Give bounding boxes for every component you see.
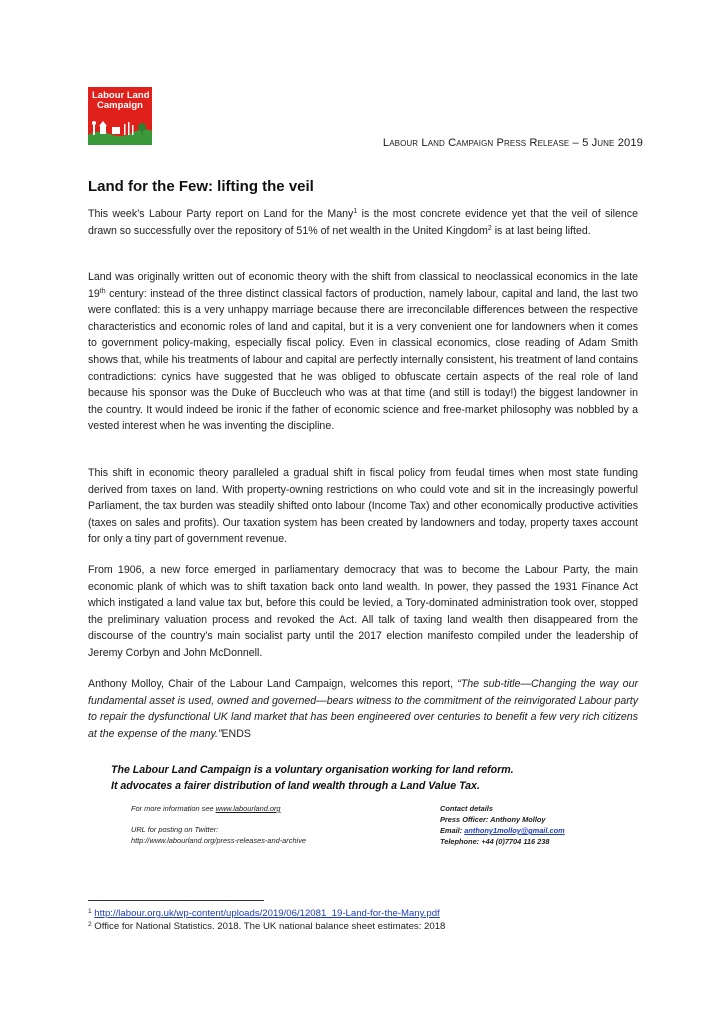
paragraph-5-quote: “The sub-title—Changing the way our fundamental asset is used, owned and governed—bears witness to the commitment of the reinvigorated Labour party to repair the dysfunctional UK land market that has been engineered over centuries to benefit a few very rich citizens at the expense of the many.” bbox=[88, 678, 638, 740]
boilerplate-line-1: The Labour Land Campaign is a voluntary organisation working for land reform. bbox=[111, 764, 514, 776]
paragraph-1 bbox=[88, 206, 638, 239]
paragraph-4 bbox=[88, 562, 638, 662]
logo-text bbox=[92, 91, 150, 111]
boilerplate-line-2: It advocates a fairer distribution of land wealth through a Land Value Tax. bbox=[111, 780, 480, 792]
more-info-label: For more information see bbox=[131, 804, 216, 813]
footnote-ref-1[interactable]: 1 bbox=[353, 208, 358, 215]
press-release-header: Labour Land Campaign Press Release – 5 June 2019 bbox=[382, 137, 643, 149]
paragraph-1-text-a: This week’s Labour Party report on Land for the Many bbox=[88, 208, 354, 220]
email-link[interactable]: anthony1molloy@gmail.com bbox=[464, 826, 565, 835]
ends-marker: ENDS bbox=[221, 727, 251, 740]
footnote-1-number: 1 bbox=[88, 908, 92, 915]
footnote-2-number: 2 bbox=[88, 921, 92, 928]
paragraph-2-text-b: century: instead of the three distinct classical factors of production, namely labour, capital and land, the last two were conflated: this is a very unhappy marriage because there are irreconcilable differences between the respective characteristics and economic roles of land and capital, but it is a very convenient one for landowners when it comes to government policy-making, especially fiscal policy. Even in classical economics, close reading of Adam Smith shows that, while his treatments of labour and capital are perfectly internally consistent, his treatment of land contains contradictions: cynics have suggested that he was obliged to obfuscate certain aspects of the real role of land because his sponsor was the Duke of Buccleuch who was at that time (and still is today!) the biggest landowner in the country. It would indeed be ironic if the father of economic science and free-market philosophy was nobbled by a vested interest when he was inventing the discipline. bbox=[88, 287, 638, 433]
superscript-th: th bbox=[99, 287, 106, 295]
paragraph-3-text: This shift in economic theory paralleled a gradual shift in fiscal policy from feudal times when most state funding derived from taxes on land. With property-owning restrictions on who could vote and sit in the increasingly powerful Parliament, the tax burden was steadily shifted onto labour (Income Tax) and other economically productive activities (taxes on sales and profits). Our taxation system has been created by landowners and today, property taxes account for only a tiny part of government revenue. bbox=[88, 467, 638, 546]
twitter-url: http://www.labourland.org/press-releases-and-archive bbox=[131, 836, 306, 845]
paragraph-5-text-a: Anthony Molloy, Chair of the Labour Land Campaign, welcomes this report, bbox=[88, 678, 458, 690]
logo-line-1: Labour Land bbox=[92, 90, 150, 101]
contact-details-block bbox=[440, 803, 640, 847]
boilerplate-statement bbox=[111, 762, 631, 794]
paragraph-2 bbox=[88, 269, 638, 435]
twitter-label: URL for posting on Twitter: bbox=[131, 825, 219, 834]
footnote-ref-2[interactable]: 2 bbox=[487, 224, 492, 232]
press-officer: Press Officer: Anthony Molloy bbox=[440, 815, 546, 824]
footnote-divider bbox=[88, 900, 264, 901]
paragraph-1-text-c: is at last being lifted. bbox=[491, 224, 591, 237]
paragraph-5 bbox=[88, 676, 638, 742]
more-info-block bbox=[131, 803, 391, 846]
logo-line-2: Campaign bbox=[97, 100, 143, 111]
website-link[interactable]: www.labourland.org bbox=[215, 804, 281, 813]
telephone: Telephone: +44 (0)7704 116 238 bbox=[440, 837, 550, 846]
footnote-1-link[interactable]: http://labour.org.uk/wp-content/uploads/2019/06/12081_19-Land-for-the-Many.pdf bbox=[94, 908, 440, 919]
labour-land-campaign-logo bbox=[88, 87, 152, 145]
paragraph-2-text-a: Land was originally written out of economic theory with the shift from classical to neoclassical economics in the late 19 bbox=[88, 271, 638, 300]
email-label: Email: bbox=[440, 826, 465, 835]
page-title: Land for the Few: lifting the veil bbox=[88, 178, 314, 195]
paragraph-4-text: From 1906, a new force emerged in parliamentary democracy that was to become the Labour Party, the main economic plank of which was to shift taxation back onto land wealth. In power, they passed the 1931 Finance Act which instigated a land value tax but, before this could be levied, a Tory-dominated administration took over, stopped the preliminary valuation process and revoked the Act. All talk of taxing land wealth then disappeared from the discourse of the country’s main socialist party until the 2017 election manifesto compiled under the leadership of Jeremy Corbyn and John McDonnell. bbox=[88, 564, 638, 659]
footnote-2-text: Office for National Statistics. 2018. The UK national balance sheet estimates: 2018 bbox=[91, 921, 446, 932]
logo-landscape-icon bbox=[88, 115, 152, 145]
paragraph-1-text-b: is the most concrete evidence yet that the veil of silence drawn so successfully over the repository of 51% of net wealth in the United Kingdom bbox=[88, 208, 638, 237]
paragraph-3 bbox=[88, 465, 638, 548]
footnotes bbox=[88, 907, 648, 933]
contact-heading: Contact details bbox=[440, 804, 493, 813]
